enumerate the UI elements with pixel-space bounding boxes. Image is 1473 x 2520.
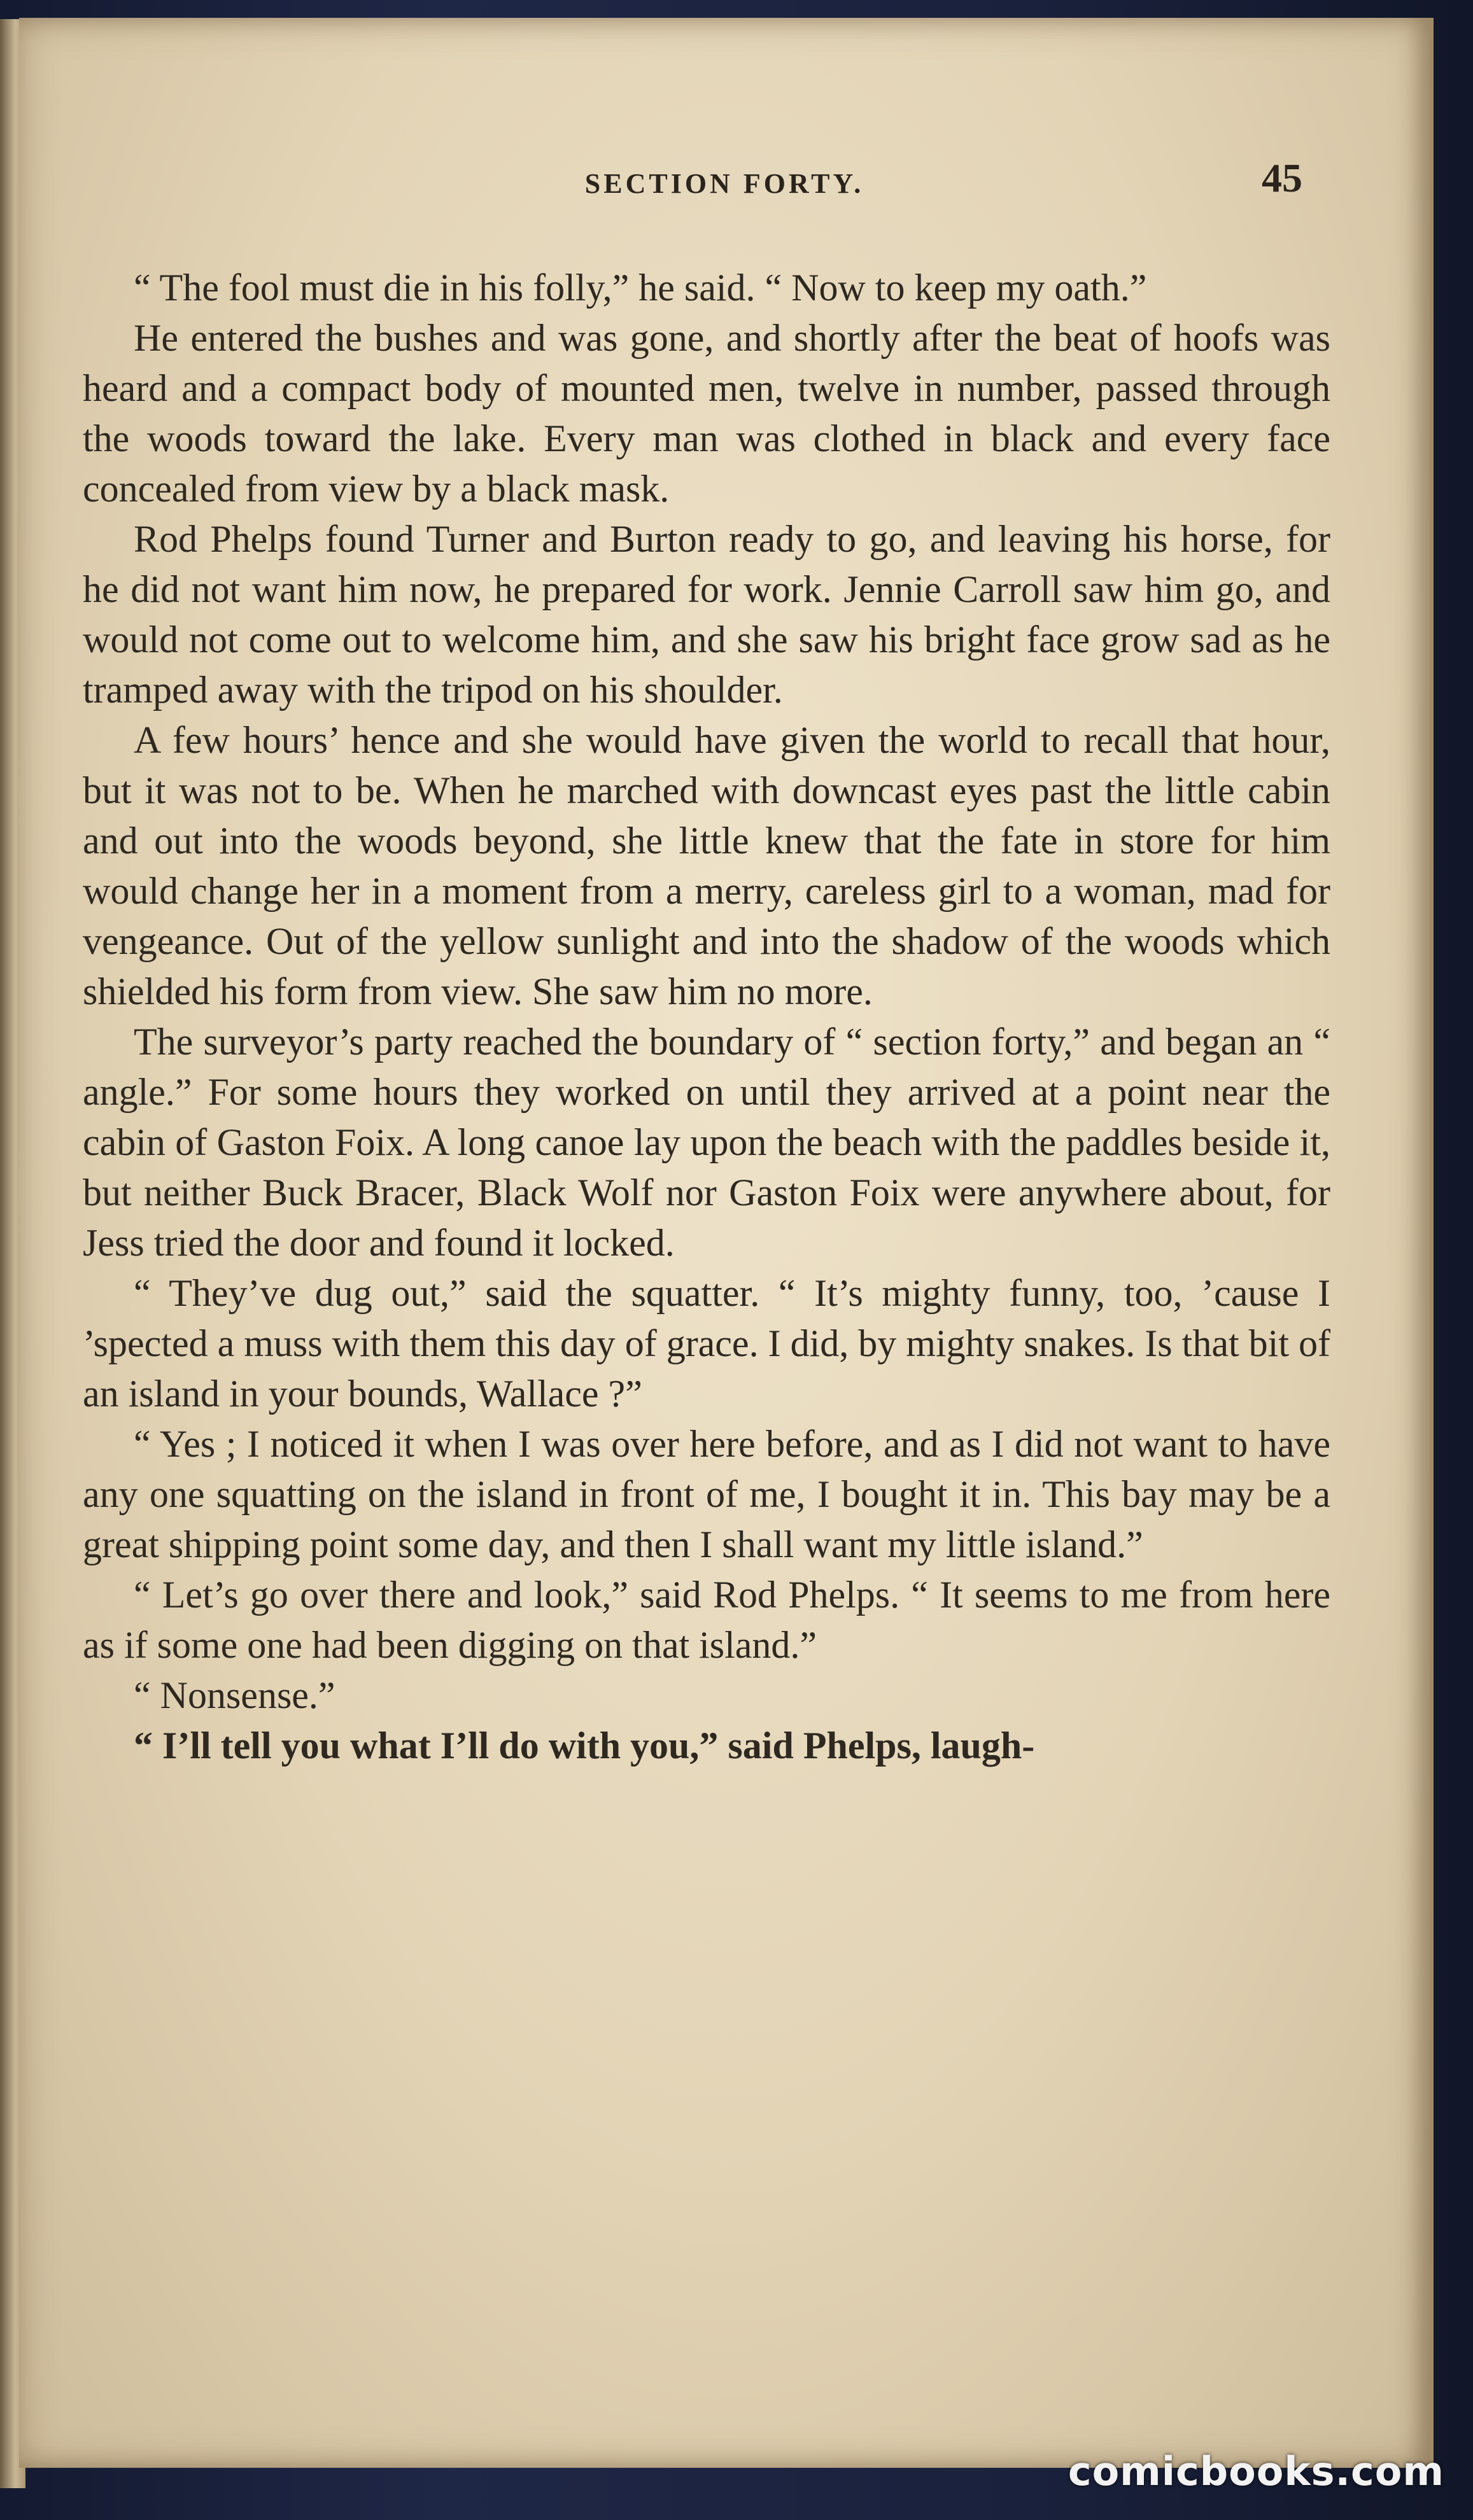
book-page <box>19 18 1434 2468</box>
paragraph-5: The surveyor’s party reached the boundary of “ section forty,” and began an “ angle.” For some hours they worked on until they arrived at a point near the cabin of Gaston Foix. A long canoe lay upon the beach with the paddles beside it, but neither Buck Bracer, Black Wolf nor Gaston Foix were anywhere about, for Jess tried the door and found it locked. <box>83 1021 1330 1264</box>
paragraph-1: “ The fool must die in his folly,” he said. “ Now to keep my oath.” <box>134 267 1147 309</box>
paragraph-10: “ I’ll tell you what I’ll do with you,” said Phelps, laugh- <box>134 1725 1035 1767</box>
body-text <box>83 263 1330 1771</box>
watermark: comicbooks.com <box>1068 2448 1444 2495</box>
paragraph-8: “ Let’s go over there and look,” said Rod Phelps. “ It seems to me from here as if some one had been digging on that island.” <box>83 1574 1330 1666</box>
paragraph-3: Rod Phelps found Turner and Burton ready to go, and leaving his horse, for he did not want him now, he prepared for work. Jennie Carroll saw him go, and would not come out to welcome him, and she saw his bright face grow sad as he tramped away with the tripod on his shoulder. <box>83 518 1330 711</box>
running-head: SECTION FORTY. <box>584 168 864 199</box>
page-number: 45 <box>1262 155 1302 200</box>
paragraph-7: “ Yes ; I noticed it when I was over here before, and as I did not want to have any one squatting on the island in front of me, I bought it in. This bay may be a great shipping point some day, and then I shall want my little island.” <box>83 1423 1330 1565</box>
paragraph-2: He entered the bushes and was gone, and shortly after the beat of hoofs was heard and a compact body of mounted men, twelve in number, passed through the woods toward the lake. Every man was clothed in black and every face concealed from view by a black mask. <box>83 317 1330 510</box>
paragraph-4: A few hours’ hence and she would have given the world to recall that hour, but it was not to be. When he marched with downcast eyes past the little cabin and out into the woods beyond, she little knew that the fate in store for him would change her in a moment from a merry, careless girl to a woman, mad for vengeance. Out of the yellow sunlight and into the shadow of the woods which shielded his form from view. She saw him no more. <box>83 719 1330 1012</box>
paragraph-6: “ They’ve dug out,” said the squatter. “ It’s mighty funny, too, ’cause I ’spected a muss with them this day of grace. I did, by mighty snakes. Is that bit of an island in your bounds, Wallace ?” <box>83 1272 1330 1415</box>
paragraph-9: “ Nonsense.” <box>134 1674 335 1716</box>
